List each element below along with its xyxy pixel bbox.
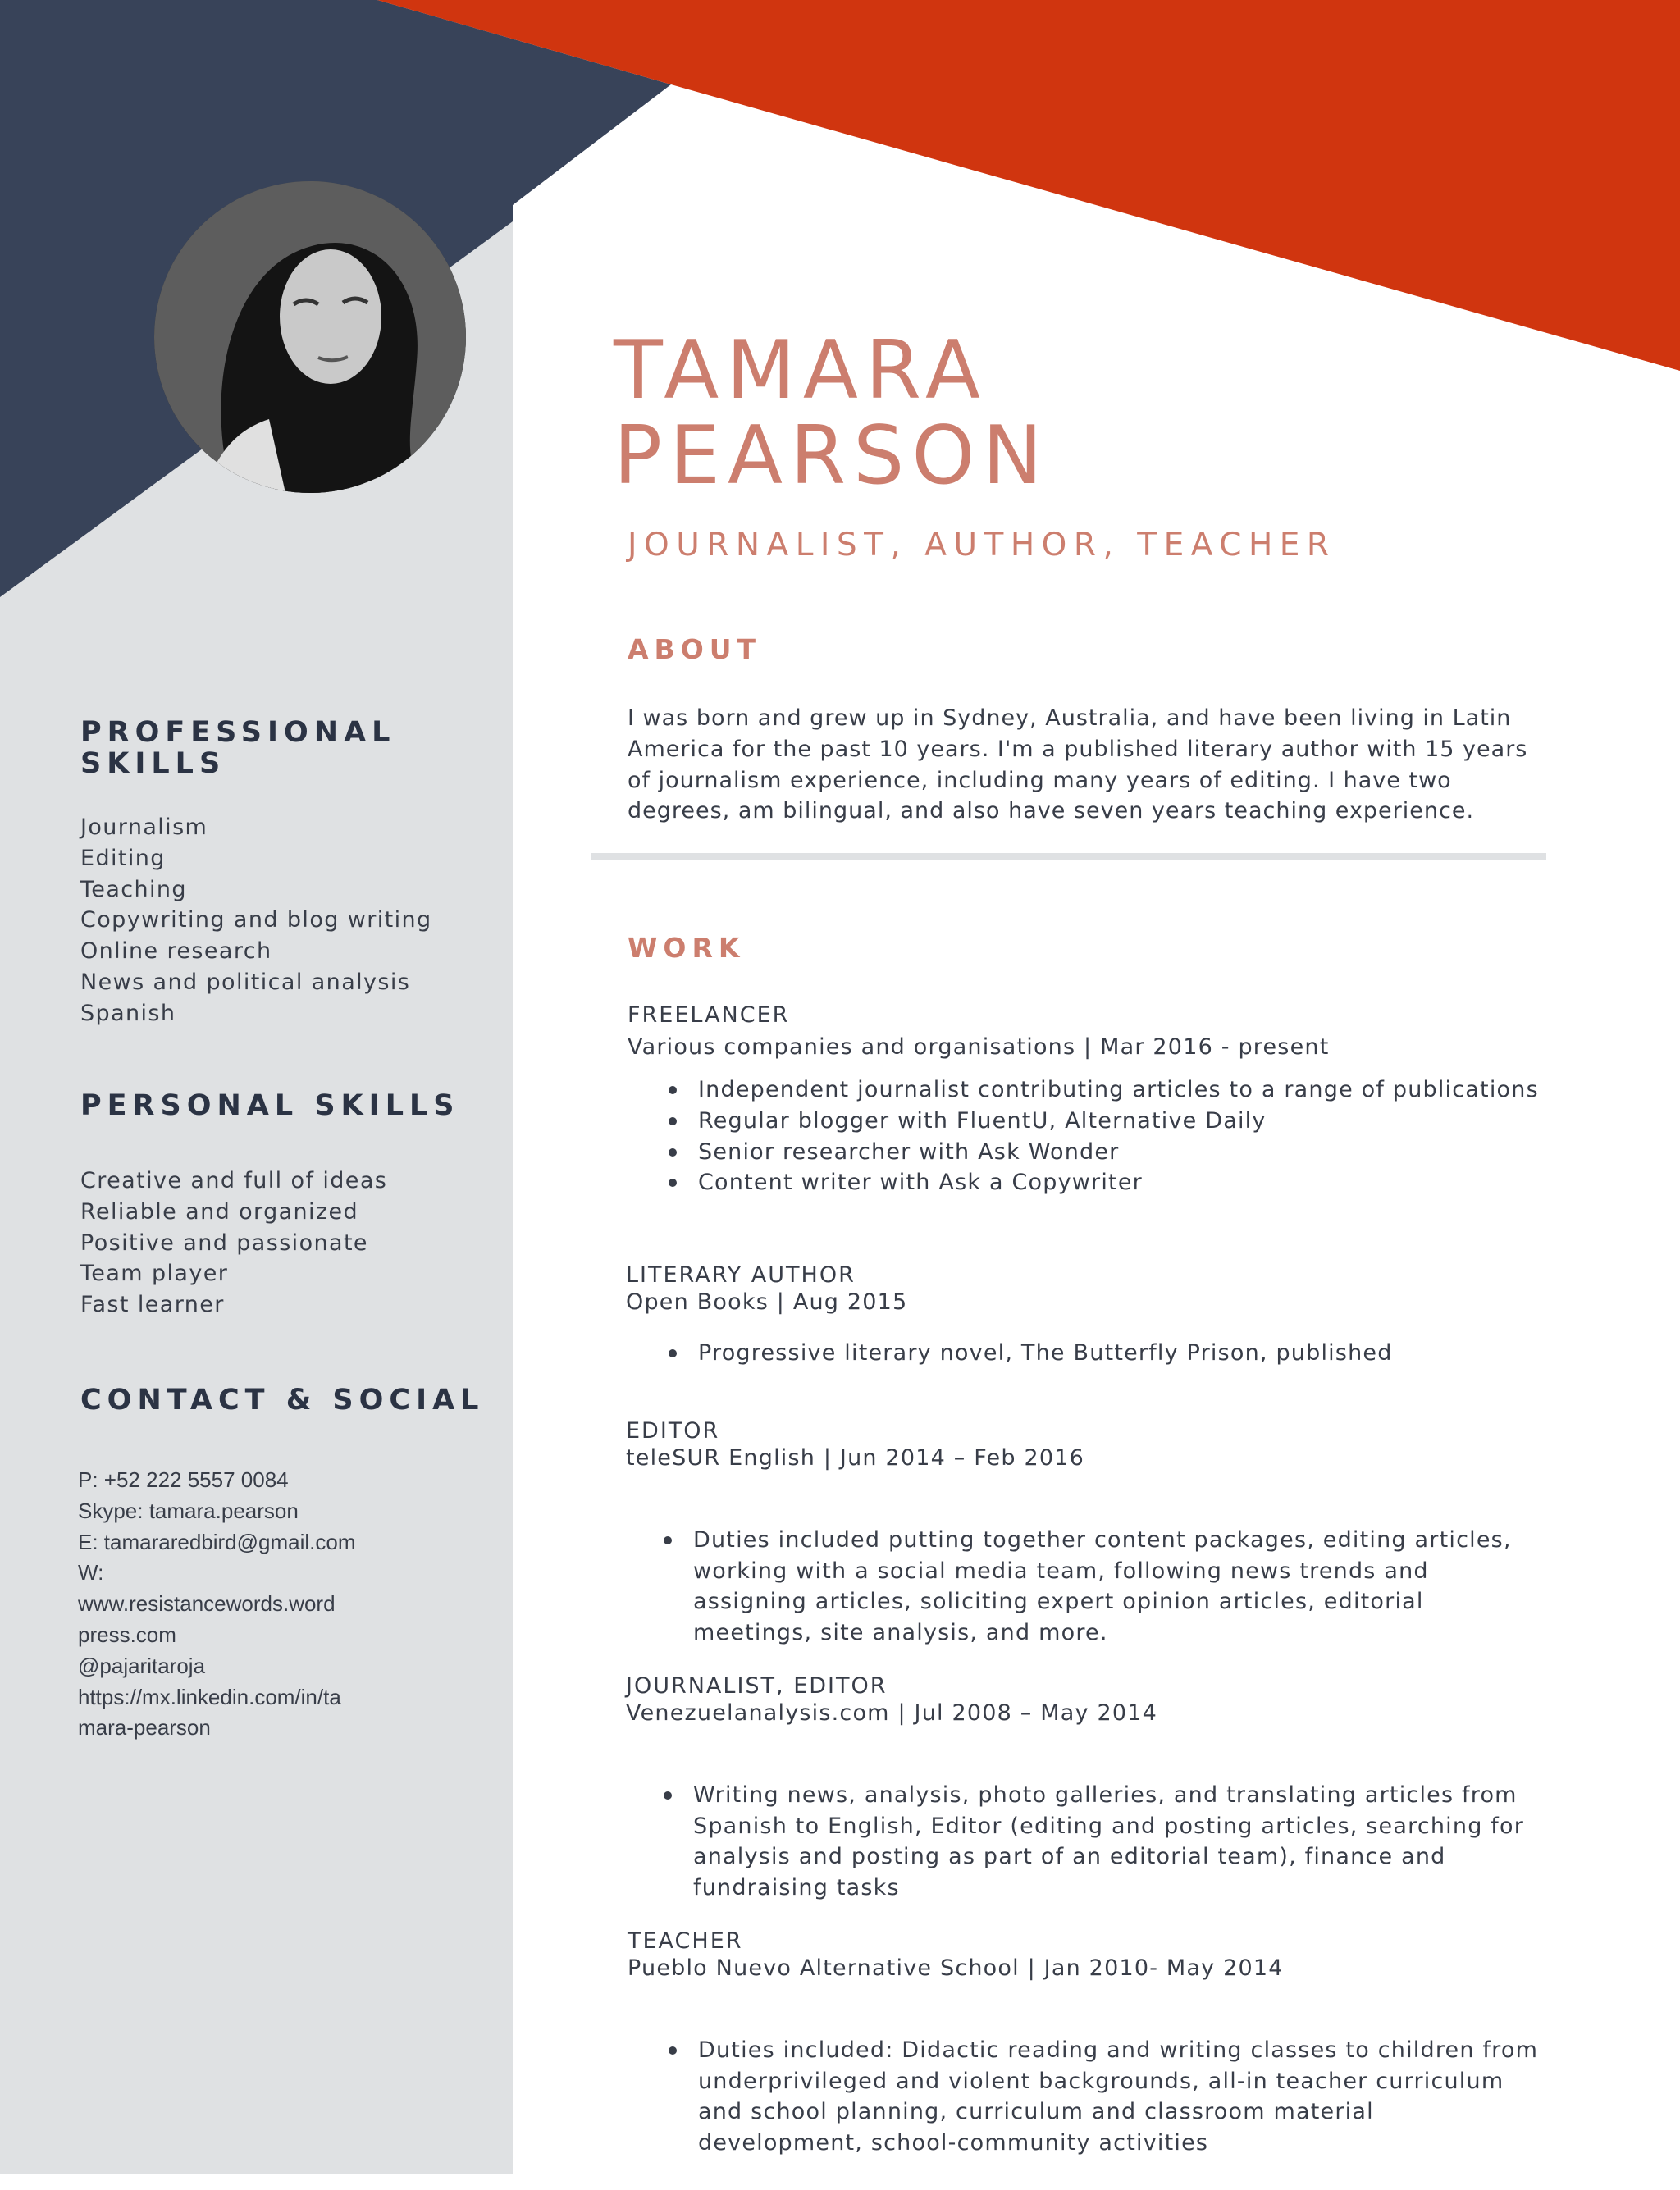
personal-skills-list [80,1166,387,1321]
contact-linkedin-line1[interactable]: https://mx.linkedin.com/in/ta [78,1684,341,1709]
list-item: News and political analysis [80,969,411,995]
bullet-item: Duties included: Didactic reading and writing classes to children from underprivileged and violent backgrounds, all-in teacher curriculum and school planning, curriculum and classroom material development, school-community activities [628,2035,1612,2159]
contact-email[interactable]: E: tamararedbird@gmail.com [78,1529,356,1554]
job-meta: Open Books | Aug 2015 [626,1289,908,1315]
list-item: Creative and full of ideas [80,1168,388,1193]
job-bullets [628,1338,1610,1369]
job-bullets [623,1749,1610,1935]
profile-photo [154,181,466,493]
job-meta: teleSUR English | Jun 2014 – Feb 2016 [626,1445,1084,1471]
about-line: of journalism experience, including many years of editing. I have two [628,767,1452,793]
job-entry-editor [626,1418,1610,1680]
contact-linkedin-line2[interactable]: mara-pearson [78,1715,211,1741]
professional-skills-title-line2: SKILLS [80,747,226,780]
job-title: TEACHER [628,1928,743,1954]
job-entry-freelancer [628,1002,1612,1198]
professional-skills-list [80,812,432,1029]
contact-skype: Skype: tamara.pearson [78,1498,299,1523]
professional-skills-title-line1: PROFESSIONAL [80,716,396,749]
job-title: EDITOR [626,1418,720,1444]
about-line: degrees, am bilingual, and also have seven years teaching experience. [628,798,1475,824]
divider [591,853,1546,860]
red-banner [377,0,1680,371]
bullet-item: Progressive literary novel, The Butterfly Prison, published [628,1338,1610,1369]
first-name: TAMARA [614,324,988,417]
bullet-item: Duties included putting together content packages, editing articles, working with a social media team, following news trends and assigning articles, soliciting expert opinion articles, editorial meetings, site analysis, and more. [623,1525,1610,1649]
job-bullets [623,1494,1610,1680]
about-text [628,703,1554,827]
contact-handle[interactable]: @pajaritaroja [78,1653,206,1678]
contact-website-line2[interactable]: press.com [78,1622,176,1647]
page-title [614,324,1050,503]
contact-website-line1[interactable]: www.resistancewords.word [78,1591,336,1617]
portrait-photo-icon [154,181,466,493]
contact-web-label: W: [78,1560,104,1585]
contact-phone: P: +52 222 5557 0084 [78,1467,289,1492]
contact-list [78,1465,398,1744]
list-item: Fast learner [80,1292,225,1318]
list-item: Positive and passionate [80,1230,368,1256]
bullet-item: Content writer with Ask a Copywriter [628,1167,1612,1198]
list-item: Teaching [80,876,187,902]
job-entry-literary-author [626,1262,1610,1369]
bullet-item: Writing news, analysis, photo galleries, and translating articles from Spanish to English, Editor (editing and posting articles, searching for analysis and posting as part of an editorial team), finance and fundraising tasks [623,1780,1610,1904]
work-title: WORK [628,932,746,964]
job-meta: Pueblo Nuevo Alternative School | Jan 2010- May 2014 [628,1955,1284,1981]
job-entry-teacher [628,1928,1612,2190]
job-meta: Various companies and organisations | Mar 2016 - present [628,1034,1330,1060]
job-bullets [628,2004,1612,2190]
job-subtitle: JOURNALIST, AUTHOR, TEACHER [628,527,1336,563]
job-title: JOURNALIST, EDITOR [626,1673,888,1699]
list-item: Spanish [80,1000,176,1026]
contact-title: CONTACT & SOCIAL [80,1384,485,1417]
job-meta: Venezuelanalysis.com | Jul 2008 – May 2014 [626,1700,1157,1726]
list-item: Journalism [80,814,208,840]
bullet-item: Regular blogger with FluentU, Alternative Daily [628,1106,1612,1137]
job-title: FREELANCER [628,1002,790,1028]
list-item: Copywriting and blog writing [80,907,432,933]
about-title: ABOUT [628,633,762,665]
about-line: I was born and grew up in Sydney, Australia, and have been living in Latin [628,705,1512,731]
list-item: Editing [80,845,166,871]
job-entry-journalist-editor [626,1673,1610,1935]
list-item: Reliable and organized [80,1198,359,1225]
bullet-item: Independent journalist contributing articles to a range of publications [628,1074,1612,1106]
job-bullets [628,1074,1612,1198]
list-item: Online research [80,938,272,965]
about-line: America for the past 10 years. I'm a published literary author with 15 years [628,736,1528,762]
professional-skills-title [80,717,395,779]
last-name: PEARSON [614,409,1050,503]
job-title: LITERARY AUTHOR [626,1262,856,1288]
list-item: Team player [80,1261,229,1287]
bullet-item: Senior researcher with Ask Wonder [628,1137,1612,1168]
personal-skills-title: PERSONAL SKILLS [80,1089,460,1122]
